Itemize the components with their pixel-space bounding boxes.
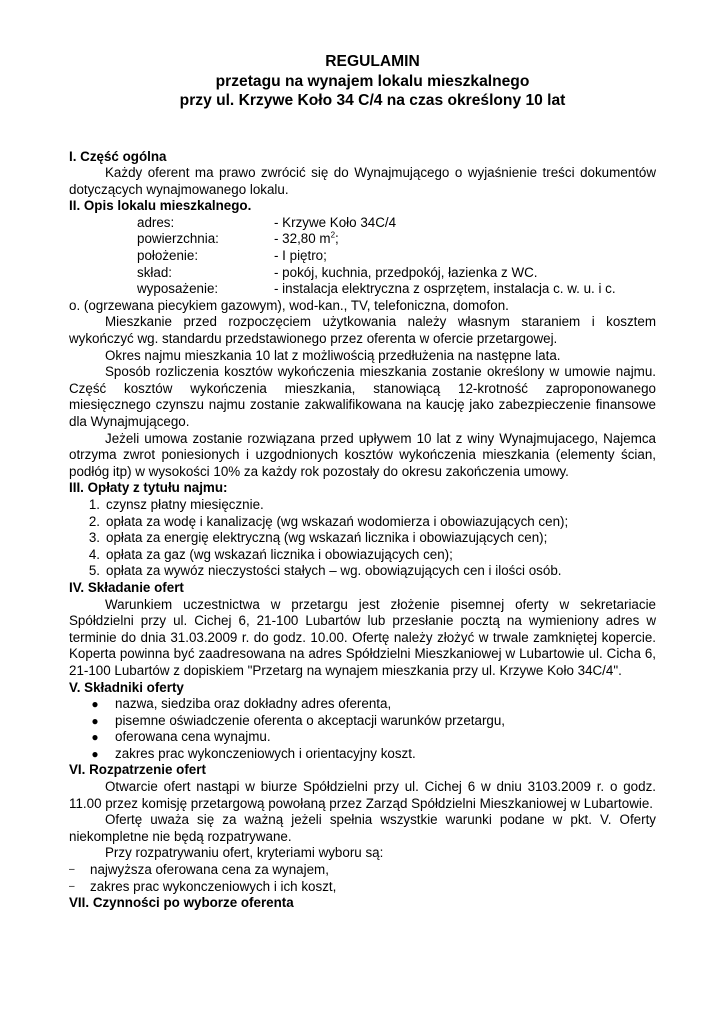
list-text: zakres prac wykonczeniowych i orientacyjny koszt.: [115, 745, 416, 761]
property-row-floor: [69, 248, 656, 265]
section-2-heading: II. Opis lokalu mieszkalnego.: [69, 198, 252, 214]
bullet-icon: ●: [91, 746, 99, 761]
section-6-heading: VI. Rozpatrzenie ofert: [69, 762, 206, 778]
list-text: zakres prac wykonczeniowych i ich koszt,: [90, 878, 337, 894]
list-item: [69, 497, 656, 514]
list-text: najwyższa oferowana cena za wynajem,: [90, 862, 329, 878]
list-text: pisemne oświadczenie oferenta o akceptacji warunków przetargu,: [115, 712, 506, 728]
area-value: - 32,80 m: [274, 231, 331, 247]
list-item: [69, 547, 656, 564]
document-title: REGULAMIN: [325, 53, 420, 70]
list-text: opłata za wodę i kanalizację (wg wskazań wodomierza i obowiazujących cen);: [106, 513, 569, 529]
dash-icon: –: [69, 864, 75, 876]
property-value: - instalacja elektryczna z osprzętem, instalacja c. w. u. i c.: [274, 281, 616, 297]
property-row-equipment: [69, 281, 656, 298]
title-block: [89, 52, 656, 111]
section-1-heading: I. Część ogólna: [69, 148, 167, 164]
fees-list: [69, 497, 656, 580]
section-2-paragraph-3: Sposób rozliczenia kosztów wykończenia mieszkania zostanie określony w umowie najmu. Część kosztów wykończenia mieszkania, stanowiącą 12-krotność zaproponowanego miesięcznego czynszu najmu zostanie zakwalifikowana na kaucję jako zabezpieczenie finansowe dla Wynajmującego.: [69, 364, 656, 429]
list-item: [69, 563, 656, 580]
property-label: powierzchnia:: [137, 231, 219, 247]
list-number: 5.: [88, 563, 100, 579]
bullet-icon: ●: [91, 713, 99, 728]
section-5-heading: V. Składniki oferty: [69, 679, 184, 695]
list-text: opłata za gaz (wg wskazań licznika i obowiazujących cen);: [106, 546, 453, 562]
section-1-paragraph: Każdy oferent ma prawo zwrócić się do Wynajmującego o wyjaśnienie treści dokumentów dotyczących wynajmowanego lokalu.: [69, 165, 656, 197]
property-value: - Krzywe Koło 34C/4: [274, 214, 397, 230]
document-page: [69, 52, 656, 912]
area-tail: ;: [335, 231, 339, 247]
list-text: oferowana cena wynajmu.: [115, 729, 271, 745]
list-text: czynsz płatny miesięcznie.: [106, 496, 264, 512]
list-item: [69, 862, 656, 879]
list-item: [69, 879, 656, 896]
list-item: [69, 746, 656, 763]
dash-icon: –: [69, 880, 75, 892]
list-text: opłata za energię elektryczną (wg wskazań licznika i obowiazujących cen);: [106, 530, 548, 546]
document-subtitle-1: przetagu na wynajem lokalu mieszkalnego: [215, 72, 530, 90]
property-label: wyposażenie:: [137, 281, 219, 297]
bullet-icon: ●: [91, 697, 99, 712]
section-2-paragraph-1: Mieszkanie przed rozpoczęciem użytkowania należy własnym staraniem i kosztem wykończyć wg. standardu przedstawionego przez oferenta w ofercie przetargowej.: [69, 314, 656, 347]
property-label: skład:: [137, 264, 172, 280]
property-row-address: [69, 215, 656, 232]
section-6-paragraph-1: Otwarcie ofert nastąpi w biurze Spółdzielni przy ul. Cichej 6 w dniu 3103.2009 r. o godz. 11.00 przez komisję przetargową powołaną przez Zarząd Spółdzielni Mieszkaniowej w Lubartowie.: [69, 779, 656, 811]
section-6-paragraph-3: Przy rozpatrywaniu ofert, kryteriami wyboru są:: [105, 845, 384, 861]
property-row-area: [69, 231, 656, 248]
document-subtitle-2: przy ul. Krzywe Koło 34 C/4 na czas określony 10 lat: [179, 92, 566, 109]
section-4-heading: IV. Składanie ofert: [69, 579, 184, 595]
bullet-icon: ●: [91, 730, 99, 745]
property-row-rooms: [69, 265, 656, 282]
section-2-paragraph-2: Okres najmu mieszkania 10 lat z możliwością przedłużenia na następne lata.: [105, 347, 561, 363]
list-item: [69, 729, 656, 746]
property-label: położenie:: [137, 248, 199, 264]
list-number: 2.: [88, 513, 100, 529]
offer-components-list: [69, 696, 656, 762]
list-number: 1.: [88, 496, 100, 512]
list-item: [69, 696, 656, 713]
list-item: [69, 713, 656, 730]
property-value: [274, 231, 656, 248]
section-7-heading: VII. Czynności po wyborze oferenta: [69, 895, 294, 911]
section-2-paragraph-4: Jeżeli umowa zostanie rozwiązana przed upływem 10 lat z winy Wynajmujacego, Najemca otrzyma zwrot poniesionych i uzgodnionych kosztów wykończenia mieszkania (elementy ścian, podłóg itp) w wysokości 10% za każdy rok pozostały do okresu zakończenia umowy.: [69, 430, 656, 479]
list-text: opłata za wywóz nieczystości stałych – wg. obowiązujących cen i ilości osób.: [106, 563, 562, 579]
property-label: adres:: [137, 214, 175, 230]
list-item: [69, 514, 656, 531]
section-4-paragraph: Warunkiem uczestnictwa w przetargu jest złożenie pisemnej oferty w sekretariacie Spółdzielni przy ul. Cichej 6, 21-100 Lubartów lub przesłanie pocztą na wymieniony adres w terminie do dnia 31.03.2009 r. do godz. 10.00. Ofertę należy złożyć w trwale zamkniętej kopercie. Koperta powinna być zaadresowana na adres Spółdzielni Mieszkaniowej w Lubartowie ul. Cicha 6, 21-100 Lubartów z dopiskiem "Przetarg na wynajem mieszkania przy ul. Krzywe Koło 34C/4".: [69, 596, 656, 678]
section-6-paragraph-2: Ofertę uważa się za ważną jeżeli spełnia wszystkie warunki podane w pkt. V. Oferty niekompletne nie będą rozpatrywane.: [69, 812, 656, 844]
section-3-heading: III. Opłaty z tytułu najmu:: [69, 480, 228, 496]
list-number: 3.: [88, 530, 100, 546]
list-number: 4.: [88, 546, 100, 562]
property-value: - pokój, kuchnia, przedpokój, łazienka z WC.: [274, 264, 538, 280]
area-unit-superscript: 2: [330, 231, 336, 240]
list-text: nazwa, siedziba oraz dokładny adres oferenta,: [115, 696, 392, 712]
equipment-continuation: o. (ogrzewana piecykiem gazowym), wod-kan., TV, telefoniczna, domofon.: [69, 297, 509, 313]
list-item: [69, 530, 656, 547]
criteria-list: [69, 862, 656, 895]
property-value: - I piętro;: [274, 248, 327, 264]
